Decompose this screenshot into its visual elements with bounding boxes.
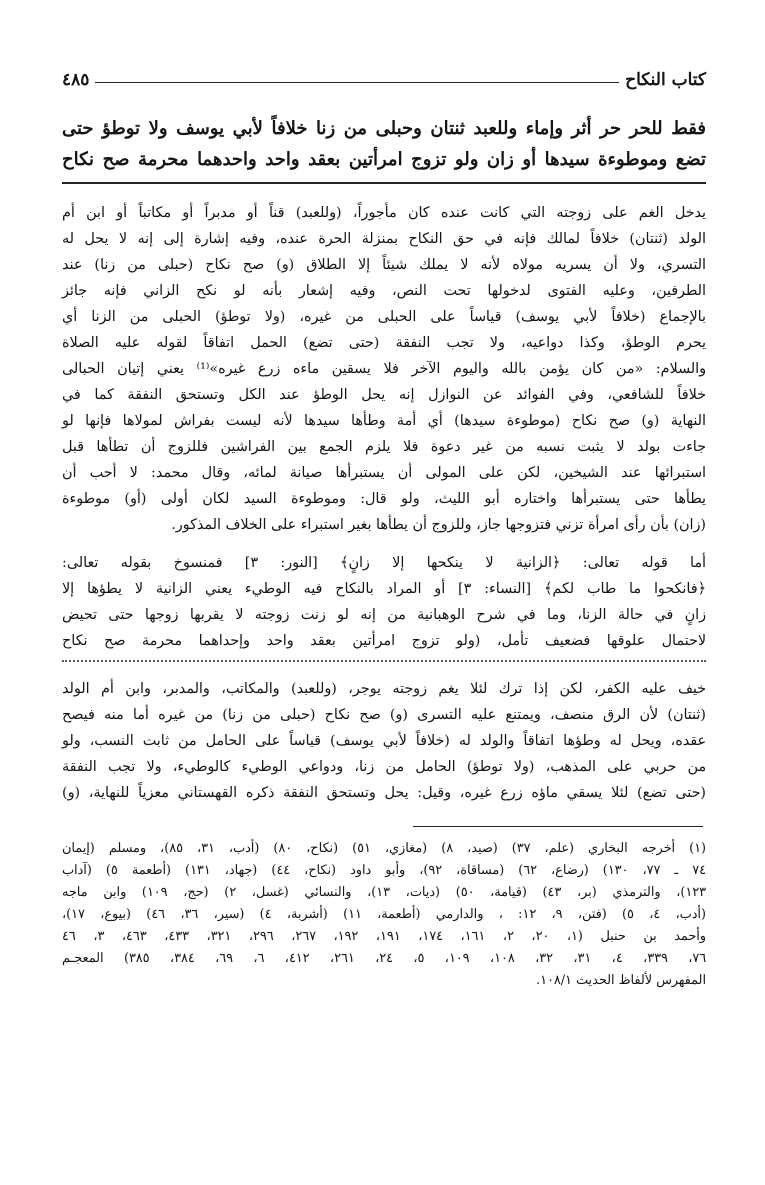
footnote-line: المفهرس لألفاظ الحديث ١٠٨/١. <box>536 973 706 988</box>
page-header <box>62 56 706 90</box>
commentary-line: خيف عليه الكفر، لكن إذا ترك لئلا يغم زوجته يوجر، (وللعبد) والمكاتب، والمدبر، وابن أم الولد <box>62 681 706 697</box>
commentary-line: التسري، ولا أن يسريه مولاه لأنه لا يملك شيئاً إلا الطلاق (و) صح نكاح (حبلى من زنا) عند <box>62 257 706 273</box>
chapter-title: كتاب النكاح <box>625 70 706 90</box>
footnote-line: ٧٤ ـ ٧٧، ١٣٠) (رضاع، ٦٢) (مساقاة، ٩٢)، وأبو داود (نكاح، ٤٤) (جهاد، ١٣١) (أطعمة ٥) (آداب <box>62 863 706 878</box>
commentary-line: خلافاً للشافعي، وفي الفوائد عن النوازل إنه يحل الوطؤ عند الكل وتستحق النفقة كما في <box>62 387 706 403</box>
commentary-line: عقده، ويحل له وطؤها اتفاقاً والولد له (خلافاً لأبي يوسف) قياساً على الحامل من ثابت النسب، ولو <box>62 733 706 749</box>
footnote-line: (١) أخرجه البخاري (علم، ٣٧) (صيد، ٨) (مغازي، ٥١) (نكاح، ٨٠) (أدب، ٣١، ٨٥)، ومسلم (إيمان <box>62 841 706 856</box>
footnote-line: (أدب، ٤، ٥) (فتن، ٩، ١٢: ، والدارمي (أطعمة، ١١) (أشربة، ٤) (سير، ٣٦، ٤٦) (بيوع، ١٧)، <box>62 907 706 922</box>
commentary-line: النهاية (و) صح نكاح (موطوءة سيدها) أي أمة وطأها سيدها لأنه ليست بفراش لمولاها فإنها لو <box>62 413 706 429</box>
footnote-separator <box>413 826 703 827</box>
commentary-line: (حتى تضع) لئلا يسقي ماؤه زرع غيره، وقيل: يحل وتستحق النفقة ذكره القهستاني معزياً للنهاية، (و) <box>62 785 706 801</box>
commentary-line: يطأها حتى يستبرأها واختاره أبو الليث، ولو قال: وموطوءة السيد لكان أولى (أو) موطوءة <box>62 491 706 507</box>
commentary-line: أما قوله تعالى: ﴿الزانية لا ينكحها إلا زانٍ﴾ [النور: ٣] فمنسوخ بقوله تعالى: <box>62 555 706 571</box>
commentary-line: الطرفين، وعليه الفتوى لدخولها تحت النص، وفيه إشعار بأنه لو نكح الزاني فإنه جائز <box>62 283 706 299</box>
commentary-line: من حربي على المذهب، (ولا توطؤ) الحامل من زنا، ودواعي الوطيء كالوطيء، ولا تجب النفقة <box>62 759 706 775</box>
commentary-line: استبرائها عند الشيخين، لكن على المولى أن يستبرأها صيانة لمائه، وقال محمد: لا أحب أن <box>62 465 706 481</box>
commentary-line: لاحتمال علوقها فضعيف تأمل، (ولو تزوج امرأتين بعقد واحد وإحداهما محرمة صح نكاح <box>62 633 706 649</box>
footnote-line: وأحمد بن حنبل (١، ٢٠، ٢، ١٦١، ١٧٤، ١٩١، ١٩٢، ٢٦٧، ٢٩٦، ٣٢١، ٤٣٣، ٤٦٣، ٣، ٤٦ <box>62 929 706 944</box>
commentary-line: (ثنتان) لأن الرق منصف، ويمتنع عليه التسرى (و) صح نكاح (حبلى من زنا) من غيره أما منه فيصح <box>62 707 706 723</box>
main-text-line: فقط للحر حر أثر وإماء وللعبد ثنتان وحبلى من زنا خلافاً لأبي يوسف ولا توطؤ حتى <box>62 118 706 139</box>
dotted-separator <box>62 660 706 662</box>
page-number: ٤٨٥ <box>62 70 90 90</box>
commentary-line: (زان) بأن رأى امرأة تزني فتزوجها جاز، وللزوج أن يطأها بغير استبراء على الخلاف المذكور. <box>171 517 706 533</box>
footnote-line: ١٢٣)، والترمذي (بر، ٤٣) (قيامة، ٥٠) (ديات، ١٣)، والنسائي (غسل، ٢) (حج، ١٠٩) وابن ماجه <box>62 885 706 900</box>
commentary-line: يحرم الوطؤ، وكذا دواعيه، ولا تجب النفقة (حتى تضع) الحمل اتفاقاً لقوله عليه الصلاة <box>62 335 706 351</box>
footnote-line: ٧٦، ٣٣٩، ٤، ٣١، ٣٢، ١٠٨، ١٠٩، ٥، ٢٤، ٢٦١، ٤١٢، ٦، ٦٩، ٣٨٤، ٣٨٥) المعجـم <box>62 951 707 966</box>
commentary-line: والسلام: «من كان يؤمن بالله واليوم الآخر فلا يسقين ماءه زرع غيره»⁽¹⁾ يعني إتيان الحبالى <box>62 361 707 377</box>
commentary-line: يدخل الغم على زوجته التي كانت عنده كان مأجوراً، (وللعبد) قناً أو مدبراً أو مكاتباً أو ابن أم <box>62 205 706 221</box>
commentary-line: الولد (ثنتان) خلافاً لمالك فإنه في حق النكاح بمنزلة الحرة عنده، وفيه إشارة إلى إنه لا يحل له <box>62 231 706 247</box>
main-text-separator <box>62 182 706 184</box>
commentary-line: جاءت بولد لا يثبت نسبه من غير دعوة فلا يلزم الجمع بين الفراشين فللزوج أن تطأها قبل <box>62 439 706 455</box>
header-rule <box>95 82 619 83</box>
main-text-line: تضع وموطوءة سيدها أو زان ولو تزوج امرأتين بعقد واحد واحدهما محرمة صح نكاح <box>62 149 706 170</box>
commentary-line: بالإجماع (خلافاً لأبي يوسف) قياساً على الحبلى من غيره، (ولا توطؤ) الحبلى من الزنا أي <box>62 309 706 325</box>
commentary-line: زانٍ في حالة الزنا، وما في شرح الوهبانية من إنه لو زنت زوجته لا يقربها زوجها حتى تحيض <box>62 607 706 623</box>
commentary-line: ﴿فانكحوا ما طاب لكم﴾ [النساء: ٣] أو المراد بالنكاح فيه الوطيء يعني الزانية لا يطؤها إلا <box>62 581 706 597</box>
